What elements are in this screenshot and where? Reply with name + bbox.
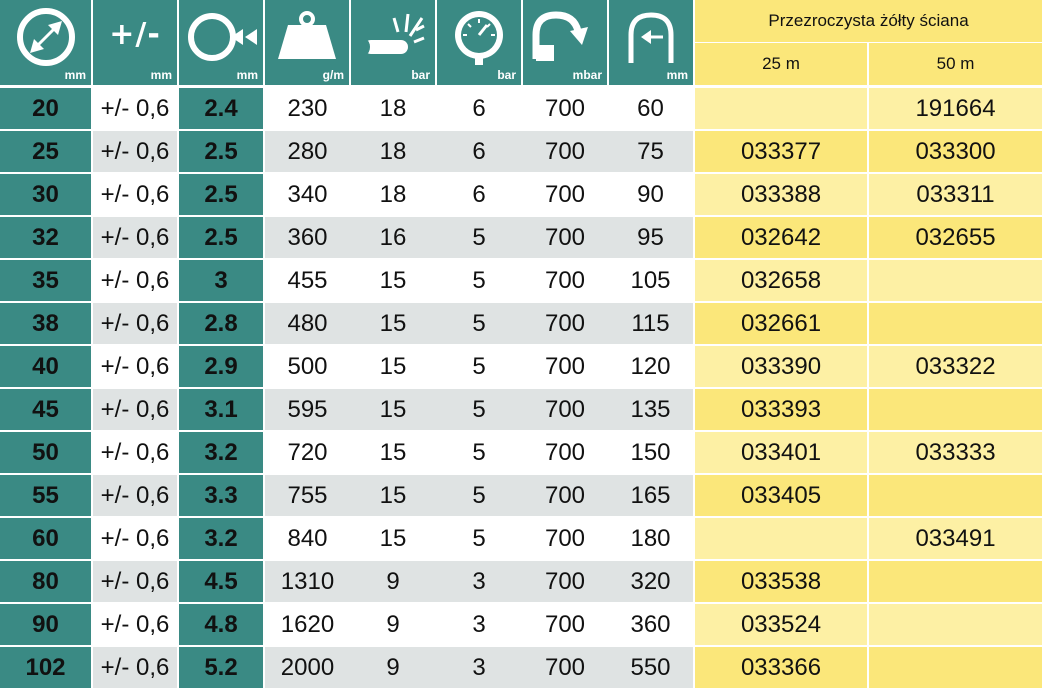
outer-diameter-cell: 90	[0, 603, 92, 646]
table-row	[0, 603, 1042, 646]
table-row	[0, 173, 1042, 216]
working-pressure-cell: 6	[436, 130, 522, 173]
working-pressure-cell: 5	[436, 302, 522, 345]
table-row	[0, 431, 1042, 474]
burst-pressure-cell: 15	[350, 517, 436, 560]
length-25m-header: 25 m	[694, 43, 868, 87]
vacuum-cell: 700	[522, 345, 608, 388]
bend-radius-cell: 105	[608, 259, 694, 302]
outer-diameter-cell: 35	[0, 259, 92, 302]
tolerance-cell: +/- 0,6	[92, 474, 178, 517]
burst-pressure-icon	[360, 10, 426, 64]
header-vacuum	[522, 0, 608, 87]
outer-diameter-cell: 38	[0, 302, 92, 345]
wall-thickness-cell: 4.8	[178, 603, 264, 646]
table-row	[0, 302, 1042, 345]
tolerance-cell: +/- 0,6	[92, 388, 178, 431]
tolerance-cell: +/- 0,6	[92, 431, 178, 474]
bend-radius-cell: 150	[608, 431, 694, 474]
burst-pressure-cell: 18	[350, 130, 436, 173]
working-pressure-cell: 5	[436, 259, 522, 302]
table-row	[0, 474, 1042, 517]
outer-diameter-cell: 102	[0, 646, 92, 689]
tolerance-cell: +/- 0,6	[92, 173, 178, 216]
bend-radius-cell: 115	[608, 302, 694, 345]
outer-diameter-cell: 32	[0, 216, 92, 259]
burst-pressure-cell: 9	[350, 603, 436, 646]
working-pressure-cell: 5	[436, 517, 522, 560]
table-row	[0, 517, 1042, 560]
weight-cell: 230	[264, 87, 350, 131]
article-number-25m-cell: 032658	[694, 259, 868, 302]
tolerance-cell: +/- 0,6	[92, 345, 178, 388]
working-pressure-cell: 6	[436, 173, 522, 216]
unit-label: mm	[236, 68, 258, 82]
burst-pressure-cell: 15	[350, 388, 436, 431]
burst-pressure-cell: 9	[350, 560, 436, 603]
vacuum-cell: 700	[522, 517, 608, 560]
article-number-25m-cell: 033405	[694, 474, 868, 517]
wall-thickness-cell: 2.5	[178, 130, 264, 173]
weight-cell: 1310	[264, 560, 350, 603]
article-number-50m-cell	[868, 560, 1042, 603]
article-number-50m-cell	[868, 302, 1042, 345]
article-number-50m-cell: 191664	[868, 87, 1042, 131]
article-number-25m-cell: 033366	[694, 646, 868, 689]
weight-cell: 2000	[264, 646, 350, 689]
working-pressure-cell: 5	[436, 216, 522, 259]
outer-diameter-cell: 50	[0, 431, 92, 474]
article-number-50m-cell: 033300	[868, 130, 1042, 173]
vacuum-cell: 700	[522, 216, 608, 259]
wall-thickness-cell: 3.1	[178, 388, 264, 431]
working-pressure-cell: 3	[436, 646, 522, 689]
working-pressure-cell: 3	[436, 603, 522, 646]
unit-label: mm	[666, 68, 688, 82]
weight-cell: 1620	[264, 603, 350, 646]
table-row	[0, 216, 1042, 259]
working-pressure-cell: 5	[436, 474, 522, 517]
weight-cell: 340	[264, 173, 350, 216]
working-pressure-cell: 5	[436, 431, 522, 474]
unit-label: mm	[150, 68, 172, 82]
bend-radius-cell: 75	[608, 130, 694, 173]
article-number-50m-cell: 033322	[868, 345, 1042, 388]
bend-radius-cell: 550	[608, 646, 694, 689]
article-number-25m-cell	[694, 87, 868, 131]
bend-radius-cell: 180	[608, 517, 694, 560]
article-number-50m-cell	[868, 603, 1042, 646]
tolerance-cell: +/- 0,6	[92, 302, 178, 345]
header-tolerance	[92, 0, 178, 87]
wall-thickness-cell: 2.9	[178, 345, 264, 388]
outer-diameter-icon	[16, 7, 76, 67]
vacuum-cell: 700	[522, 130, 608, 173]
burst-pressure-cell: 15	[350, 431, 436, 474]
pressure-gauge-icon	[449, 7, 509, 67]
burst-pressure-cell: 15	[350, 302, 436, 345]
vacuum-cell: 700	[522, 388, 608, 431]
working-pressure-cell: 5	[436, 388, 522, 431]
bend-radius-cell: 120	[608, 345, 694, 388]
article-number-50m-cell: 032655	[868, 216, 1042, 259]
vacuum-cell: 700	[522, 431, 608, 474]
burst-pressure-cell: 15	[350, 259, 436, 302]
burst-pressure-cell: 16	[350, 216, 436, 259]
bend-radius-cell: 135	[608, 388, 694, 431]
wall-thickness-cell: 2.5	[178, 216, 264, 259]
outer-diameter-cell: 40	[0, 345, 92, 388]
header-wall-thickness	[178, 0, 264, 87]
working-pressure-cell: 5	[436, 345, 522, 388]
tolerance-cell: +/- 0,6	[92, 259, 178, 302]
weight-cell: 480	[264, 302, 350, 345]
table-header	[0, 0, 1042, 87]
wall-thickness-cell: 2.8	[178, 302, 264, 345]
vacuum-icon	[530, 9, 600, 65]
bend-radius-cell: 95	[608, 216, 694, 259]
weight-cell: 360	[264, 216, 350, 259]
unit-label: bar	[411, 68, 430, 82]
unit-label: g/m	[322, 68, 344, 82]
table-row	[0, 345, 1042, 388]
outer-diameter-cell: 45	[0, 388, 92, 431]
header-bend-radius	[608, 0, 694, 87]
article-number-25m-cell: 033388	[694, 173, 868, 216]
article-number-50m-cell: 033491	[868, 517, 1042, 560]
bend-radius-cell: 165	[608, 474, 694, 517]
article-number-25m-cell: 033524	[694, 603, 868, 646]
weight-cell: 840	[264, 517, 350, 560]
header-burst-pressure	[350, 0, 436, 87]
wall-thickness-cell: 3.2	[178, 517, 264, 560]
article-number-50m-cell	[868, 474, 1042, 517]
vacuum-cell: 700	[522, 603, 608, 646]
wall-thickness-cell: 5.2	[178, 646, 264, 689]
article-number-50m-cell	[868, 646, 1042, 689]
header-weight	[264, 0, 350, 87]
unit-label: mbar	[572, 68, 602, 82]
outer-diameter-cell: 60	[0, 517, 92, 560]
tolerance-cell: +/- 0,6	[92, 130, 178, 173]
weight-cell: 455	[264, 259, 350, 302]
vacuum-cell: 700	[522, 302, 608, 345]
tolerance-cell: +/- 0,6	[92, 216, 178, 259]
group-title: Przezroczysta żółty ściana	[694, 0, 1042, 43]
bend-radius-cell: 320	[608, 560, 694, 603]
bend-radius-icon	[623, 9, 679, 65]
vacuum-cell: 700	[522, 646, 608, 689]
article-number-25m-cell: 033393	[694, 388, 868, 431]
length-50m-header: 50 m	[868, 43, 1042, 87]
vacuum-cell: 700	[522, 474, 608, 517]
table-row	[0, 87, 1042, 131]
article-number-50m-cell: 033311	[868, 173, 1042, 216]
article-number-50m-cell	[868, 388, 1042, 431]
wall-thickness-cell: 2.4	[178, 87, 264, 131]
outer-diameter-cell: 30	[0, 173, 92, 216]
outer-diameter-cell: 20	[0, 87, 92, 131]
table-row	[0, 259, 1042, 302]
working-pressure-cell: 3	[436, 560, 522, 603]
article-number-50m-cell: 033333	[868, 431, 1042, 474]
vacuum-cell: 700	[522, 259, 608, 302]
burst-pressure-cell: 18	[350, 173, 436, 216]
table-row	[0, 130, 1042, 173]
working-pressure-cell: 6	[436, 87, 522, 131]
unit-label: mm	[64, 68, 86, 82]
article-number-50m-cell	[868, 259, 1042, 302]
weight-cell: 280	[264, 130, 350, 173]
article-number-25m-cell	[694, 517, 868, 560]
table-body	[0, 87, 1042, 690]
table-row	[0, 646, 1042, 689]
vacuum-cell: 700	[522, 87, 608, 131]
weight-cell: 720	[264, 431, 350, 474]
vacuum-cell: 700	[522, 173, 608, 216]
article-number-25m-cell: 033390	[694, 345, 868, 388]
article-number-25m-cell: 032642	[694, 216, 868, 259]
tolerance-cell: +/- 0,6	[92, 560, 178, 603]
burst-pressure-cell: 15	[350, 345, 436, 388]
table-row	[0, 388, 1042, 431]
table-row	[0, 560, 1042, 603]
weight-icon	[274, 11, 340, 63]
article-number-25m-cell: 033401	[694, 431, 868, 474]
outer-diameter-cell: 25	[0, 130, 92, 173]
tolerance-cell: +/- 0,6	[92, 517, 178, 560]
wall-thickness-cell: 3.2	[178, 431, 264, 474]
burst-pressure-cell: 9	[350, 646, 436, 689]
header-outer-diameter	[0, 0, 92, 87]
wall-thickness-cell: 4.5	[178, 560, 264, 603]
weight-cell: 500	[264, 345, 350, 388]
outer-diameter-cell: 80	[0, 560, 92, 603]
article-number-25m-cell: 032661	[694, 302, 868, 345]
wall-thickness-cell: 3	[178, 259, 264, 302]
unit-label: bar	[497, 68, 516, 82]
tolerance-cell: +/- 0,6	[92, 87, 178, 131]
tolerance-cell: +/- 0,6	[92, 603, 178, 646]
outer-diameter-cell: 55	[0, 474, 92, 517]
vacuum-cell: 700	[522, 560, 608, 603]
burst-pressure-cell: 15	[350, 474, 436, 517]
bend-radius-cell: 90	[608, 173, 694, 216]
article-number-25m-cell: 033377	[694, 130, 868, 173]
weight-cell: 595	[264, 388, 350, 431]
tolerance-symbol: +/-	[109, 17, 161, 52]
wall-thickness-cell: 2.5	[178, 173, 264, 216]
bend-radius-cell: 60	[608, 87, 694, 131]
burst-pressure-cell: 18	[350, 87, 436, 131]
header-working-pressure	[436, 0, 522, 87]
bend-radius-cell: 360	[608, 603, 694, 646]
article-number-25m-cell: 033538	[694, 560, 868, 603]
weight-cell: 755	[264, 474, 350, 517]
wall-thickness-icon	[185, 10, 257, 64]
tolerance-cell: +/- 0,6	[92, 646, 178, 689]
wall-thickness-cell: 3.3	[178, 474, 264, 517]
